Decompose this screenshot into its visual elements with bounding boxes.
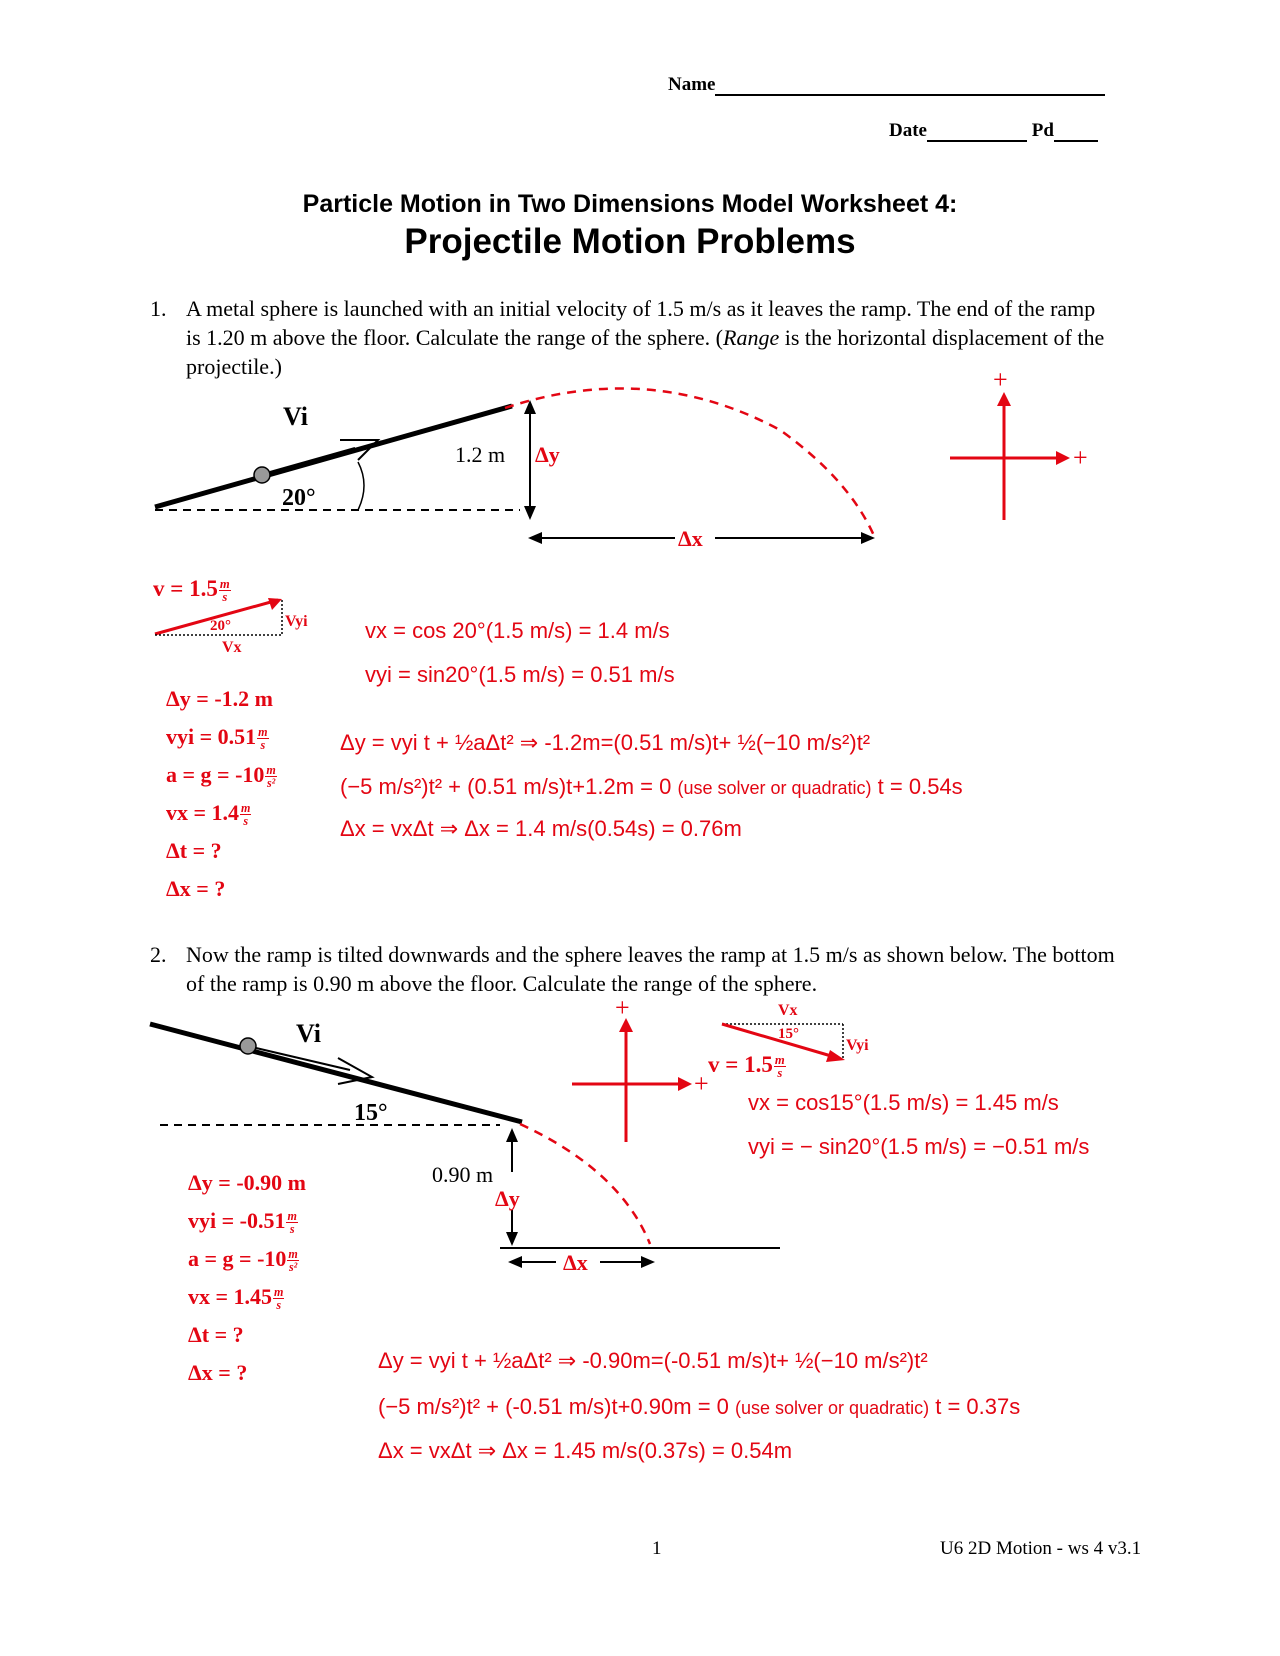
axes-icon (950, 392, 1070, 520)
page-title: Projectile Motion Problems (404, 222, 856, 261)
name-field (668, 74, 1105, 96)
p1-eq-vyi: vyi = sin20°(1.5 m/s) = 0.51 m/s (365, 662, 675, 687)
p1-v-label: v = 1.5 $\frac{m}{s}$ (153, 576, 230, 605)
p1-v-text: v = 1.5 (153, 576, 218, 601)
p1-given-dt: Δt = ? (166, 838, 222, 863)
p1-eq-dy: Δy = vyi t + ½aΔt² ⇒ -1.2m=(0.51 m/s)t+ ½(−10 m/s²)t² (340, 730, 871, 755)
p1-vector-vx: Vx (222, 639, 242, 656)
p2-eq-vx: vx = cos15°(1.5 m/s) = 1.45 m/s (748, 1090, 1059, 1115)
p2-given-vx: vx = 1.45 $\frac{m}{s}$ (188, 1284, 284, 1313)
title-line1: Particle Motion in Two Dimensions Model Worksheet 4: (302, 190, 958, 218)
p1-given-vx: vx = 1.4 $\frac{m}{s}$ (166, 800, 251, 829)
p1-eq-t: t = 0.54s (877, 774, 963, 799)
p2-eq-vyi: vyi = − sin20°(1.5 m/s) = −0.51 m/s (748, 1134, 1090, 1159)
p1-eq-quad-line (340, 774, 963, 800)
p2-eq-t: t = 0.37s (935, 1394, 1021, 1419)
p1-given-dy: Δy = -1.2 m (166, 686, 273, 711)
problem2-text: Now the ramp is tilted downwards and the sphere leaves the ramp at 1.5 m/s as shown below. The bottom of the ramp is 0.90 m above the floor. Calculate the range of the sphere. (186, 942, 1115, 996)
p1-eq-quad: (−5 m/s²)t² + (0.51 m/s)t+1.2m = 0 (340, 774, 672, 799)
p2-plus-x-label: + (694, 1069, 709, 1098)
p1-eq-note: (use solver or quadratic) (677, 778, 872, 798)
p2-v-text: v = 1.5 (708, 1052, 773, 1077)
p1-vector-vyi: Vyi (285, 613, 308, 630)
date-label: Date (889, 120, 927, 141)
p2-given-dt: Δt = ? (188, 1322, 244, 1347)
vi-arrow-icon (270, 440, 378, 472)
p2-given-dy: Δy = -0.90 m (188, 1170, 306, 1195)
page-number: 1 (652, 1538, 662, 1559)
p2-eq-dx: Δx = vxΔt ⇒ Δx = 1.45 m/s(0.37s) = 0.54m (378, 1438, 793, 1463)
p2-vi-label: Vi (296, 1019, 322, 1048)
problem1-diagram (0, 370, 1280, 570)
p2-vector-angle: 15° (778, 1026, 799, 1042)
problem1-text (186, 294, 1106, 381)
date-blank (927, 140, 1027, 142)
sphere-icon (254, 467, 270, 483)
plus-y-label: + (993, 370, 1008, 394)
p2-dy-label: Δy (495, 1186, 520, 1211)
p2-given-a: a = g = -10 $\frac{m}{\text{s²}}$ (188, 1246, 298, 1275)
dy-label: Δy (535, 442, 560, 467)
p2-given-dx: Δx = ? (188, 1360, 248, 1385)
p1-eq-vx: vx = cos 20°(1.5 m/s) = 1.4 m/s (365, 618, 670, 643)
name-label: Name (668, 74, 716, 95)
doc-id: U6 2D Motion - ws 4 v3.1 (940, 1538, 1142, 1559)
vi-label: Vi (283, 402, 309, 431)
p1-givens (166, 680, 278, 908)
angle-label: 20° (282, 485, 316, 511)
p1-given-dx: Δx = ? (166, 876, 226, 901)
date-pd-field (889, 120, 1098, 142)
p2-dx-label: Δx (563, 1250, 588, 1270)
angle-arc (358, 462, 364, 510)
p2-height-label: 0.90 m (432, 1162, 494, 1187)
plus-x-label: + (1073, 443, 1088, 472)
p1-vector-angle: 20° (210, 618, 231, 634)
problem1-range-word: Range (723, 325, 780, 350)
name-blank (715, 94, 1105, 96)
pd-label: Pd (1031, 120, 1054, 141)
p1-vector-diagram (150, 592, 320, 656)
trajectory-curve (505, 388, 875, 538)
p2-eq-dy: Δy = vyi t + ½aΔt² ⇒ -0.90m=(-0.51 m/s)t+ ½(−10 m/s²)t² (378, 1348, 928, 1373)
p1-given-a: a = g = -10 $\frac{m}{\text{s²}}$ (166, 762, 276, 791)
p2-v-label: v = 1.5 $\frac{m}{s}$ (708, 1052, 785, 1081)
p1-eq-dx: Δx = vxΔt ⇒ Δx = 1.4 m/s(0.54s) = 0.76m (340, 816, 742, 841)
problem1-number: 1. (150, 296, 167, 321)
problem1-paren: ( (715, 325, 723, 350)
height-label: 1.2 m (455, 442, 506, 467)
problem2-number: 2. (150, 942, 167, 967)
p2-sphere-icon (240, 1038, 256, 1054)
p2-angle-label: 15° (354, 1100, 388, 1126)
problem1-text-main: A metal sphere is launched with an initial velocity of 1.5 m/s as it leaves the ramp. The end of the ramp is 1.20 m above the floor. Calculate the range of the sphere. (186, 296, 1096, 350)
dx-label: Δx (678, 526, 703, 551)
p2-given-vyi: vyi = -0.51 $\frac{m}{s}$ (188, 1208, 297, 1237)
p2-eq-quad-line (378, 1394, 1020, 1420)
p2-eq-quad: (−5 m/s²)t² + (-0.51 m/s)t+0.90m = 0 (378, 1394, 729, 1419)
p1-given-vyi: vyi = 0.51 $\frac{m}{s}$ (166, 724, 268, 753)
p2-plus-y-label: + (615, 1000, 630, 1022)
p2-vector-vyi: Vyi (846, 1037, 869, 1054)
pd-blank (1054, 140, 1098, 142)
p2-eq-note: (use solver or quadratic) (735, 1398, 930, 1418)
ramp-down (150, 1024, 522, 1122)
p2-vector-vx: Vx (778, 1002, 798, 1019)
p2-axes-icon (572, 1018, 692, 1142)
p2-givens (188, 1164, 306, 1392)
problem1-text-after: is the horizontal displacement of the projectile.) (186, 325, 1105, 379)
p2-trajectory-curve (520, 1124, 650, 1244)
